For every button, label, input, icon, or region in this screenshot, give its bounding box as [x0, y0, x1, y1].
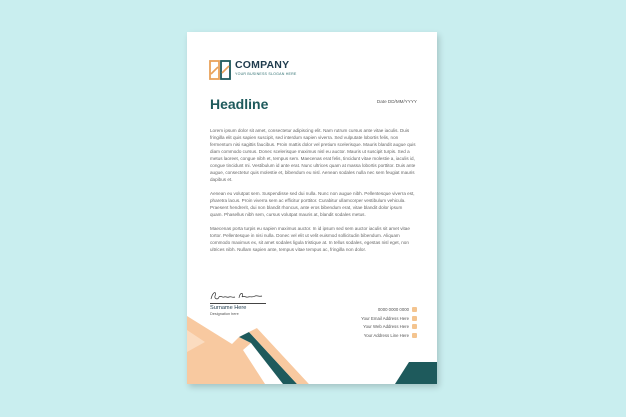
- company-slogan: YOUR BUSINESS SLOGAN HERE: [235, 72, 297, 76]
- signature-scribble: [209, 289, 265, 303]
- paragraph: Aenean eu volutpat sem. Suspendisse sed dui nulla. Nunc non augue nibh. Pellentesque viverra est, pharetra lacus. Proin viverra sem ac efficitur porttitor. Curabitur ullamcorper vestibulum vehicula. Praesent hendrerit, dui non blandit rhoncus, ante eros bibendum erat, vitae blandit dolor ipsum quam. Phasellus nibh sem, cursus volutpat mauris at, blandit sodales metus.: [210, 191, 415, 217]
- company-name: COMPANY: [235, 59, 290, 71]
- signer-designation: Designation here: [210, 312, 239, 316]
- signature-line: [210, 303, 266, 304]
- letterhead-page: [187, 32, 437, 384]
- contact-text: Your Address Line Here: [363, 333, 409, 339]
- contact-text: Your Email Address Here: [361, 315, 409, 321]
- letter-body: [210, 127, 416, 260]
- paragraph: Lorem ipsum dolor sit amet, consectetur adipiscing elit. Nam rutrum cursus ante vitae iaculis. Duis fringilla elit quis sapien suscipit, sed interdum sapien viverra. Sed vulputate lobortis felis, non fermentum nisi sagittis faucibus. Proin mattis dolor vel pretium scelerisque. Mauris blandit augue quis diam commodo cursus. Donec scelerisque maximus nisl eu auctor. Mauris ut suscipit turpis. Sed a metus laoreet, congue nibh et, tempus sem. Maecenas erat felis, tincidunt vitae molestie a, iaculis id, congue tincidunt mi. Vestibulum id ante erat. Nunc ultrices quam at massa lobortis porttitor. Duis ante augue, consectetur quis molestie et, bibendum eu nisl. Aenean sodales nulla nec sem feugiat mauris dapibus et.: [210, 128, 416, 182]
- paragraph: Maecenas porta turpis eu sapien maximus auctor. In id ipsum sed sem auctor iaculis sit amet vitae tortor. Pellentesque in nisi nulla. Donec vel elit ut velit euismod sollicitudin bibendum. Aliquam commodo maximus ex, sit amet sodales ligula tristique at. In tellus sodales, egestas nisl eget, non ultrices nibh. Nullam sapien ante, tempus vitae tempus ac, fringilla non dolor.: [210, 226, 410, 252]
- contact-text: 0000 0000 0000: [377, 306, 409, 312]
- contact-text: Your Web Address Here: [363, 324, 409, 330]
- company-logo-icon: [209, 60, 231, 80]
- signer-name: Surname Here: [210, 305, 247, 311]
- footer-decoration: [187, 310, 437, 384]
- date: Date DD/MM/YYYY: [376, 99, 417, 104]
- headline: Headline: [210, 96, 269, 112]
